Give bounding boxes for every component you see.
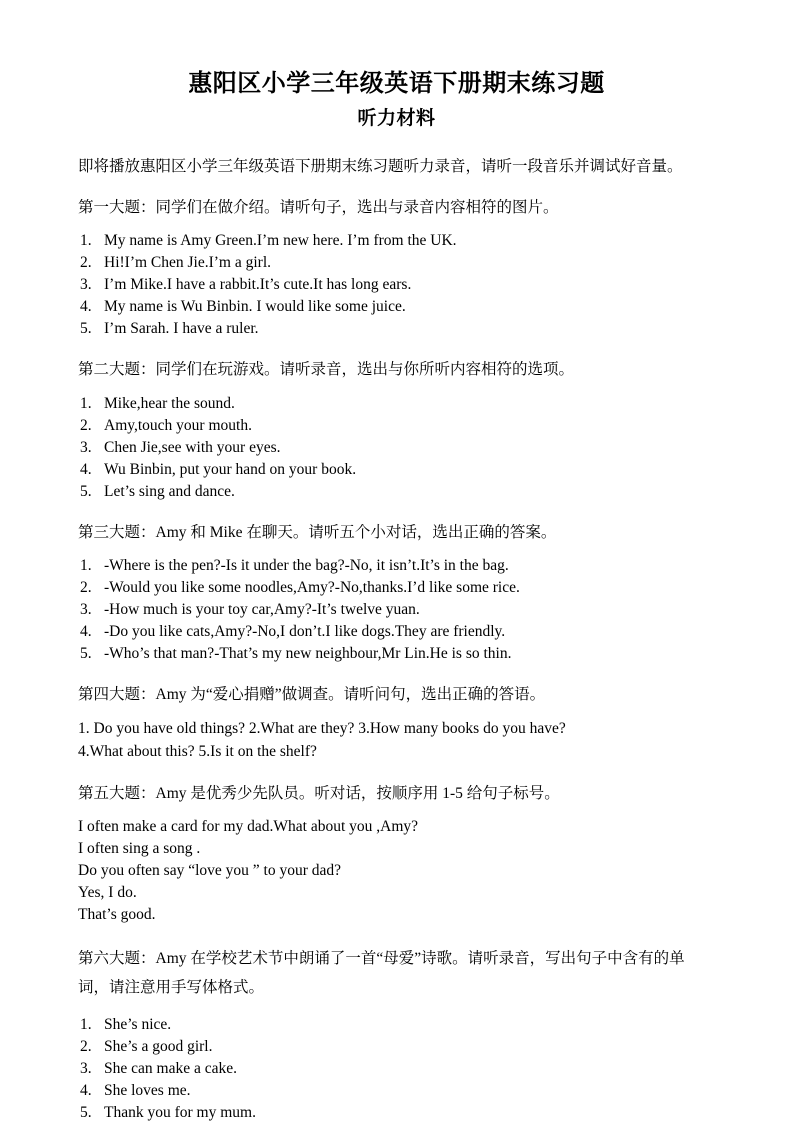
text-line: Do you often say “love you ” to your dad? xyxy=(78,861,342,879)
item-text: My name is Amy Green.I’m new here. I’m from the UK. xyxy=(104,232,457,250)
list-item xyxy=(78,274,715,296)
item-text: Wu Binbin, put your hand on your book. xyxy=(104,460,357,478)
item-text: Chen Jie,see with your eyes. xyxy=(104,438,281,456)
section-heading-6-line2: 词，请注意用手写体格式。 xyxy=(78,979,265,997)
item-number: 4. xyxy=(80,298,92,316)
item-number: 4. xyxy=(80,460,92,478)
item-text: She’s nice. xyxy=(104,1015,172,1033)
list-item xyxy=(78,555,715,577)
page-title: 惠阳区小学三年级英语下册期末练习题 xyxy=(188,70,605,97)
list-item xyxy=(78,230,715,252)
list-item xyxy=(78,1036,715,1058)
item-number: 2. xyxy=(80,578,92,596)
list-item xyxy=(78,1102,715,1124)
item-number: 1. xyxy=(80,232,92,250)
item-number: 5. xyxy=(80,1103,92,1121)
section-heading-3: 第三大题：Amy 和 Mike 在聊天。请听五个小对话，选出正确的答案。 xyxy=(78,523,557,541)
text-line: I often make a card for my dad.What about you ,Amy? xyxy=(78,817,419,835)
item-text: She loves me. xyxy=(104,1081,191,1099)
item-text: Amy,touch your mouth. xyxy=(104,416,252,434)
item-text: She’s a good girl. xyxy=(104,1037,213,1055)
item-number: 1. xyxy=(80,1015,92,1033)
item-number: 3. xyxy=(80,276,92,294)
item-text: -Who’s that man?-That’s my new neighbour,Mr Lin.He is so thin. xyxy=(104,644,512,662)
item-list-3 xyxy=(78,555,715,665)
item-list-2 xyxy=(78,393,715,503)
text-line: Yes, I do. xyxy=(78,883,137,901)
item-number: 1. xyxy=(80,394,92,412)
text-line: That’s good. xyxy=(78,905,156,923)
item-number: 2. xyxy=(80,254,92,272)
item-number: 4. xyxy=(80,1081,92,1099)
section-heading-1: 第一大题：同学们在做介绍。请听句子，选出与录音内容相符的图片。 xyxy=(78,199,559,217)
list-item xyxy=(78,296,715,318)
list-item xyxy=(78,481,715,503)
list-item xyxy=(78,393,715,415)
list-item xyxy=(78,577,715,599)
list-item xyxy=(78,1014,715,1036)
item-text: I’m Sarah. I have a ruler. xyxy=(104,320,259,338)
item-number: 3. xyxy=(80,600,92,618)
item-text: Thank you for my mum. xyxy=(104,1103,256,1121)
page-subtitle: 听力材料 xyxy=(357,108,436,130)
item-text: -Where is the pen?-Is it under the bag?-No, it isn’t.It’s in the bag. xyxy=(104,556,509,574)
item-number: 5. xyxy=(80,320,92,338)
question-4-body xyxy=(78,717,715,764)
item-text: Hi!I’m Chen Jie.I’m a girl. xyxy=(104,254,272,272)
item-number: 4. xyxy=(80,622,92,640)
item-list-1 xyxy=(78,230,715,340)
text-line: 4.What about this? 5.Is it on the shelf? xyxy=(78,743,317,761)
section-heading-6 xyxy=(78,944,715,1003)
item-text: -Do you like cats,Amy?-No,I don’t.I like dogs.They are friendly. xyxy=(104,622,506,640)
item-number: 3. xyxy=(80,438,92,456)
text-line: 1. Do you have old things? 2.What are they? 3.How many books do you have? xyxy=(78,720,566,738)
item-number: 3. xyxy=(80,1059,92,1077)
item-number: 5. xyxy=(80,482,92,500)
item-text: My name is Wu Binbin. I would like some juice. xyxy=(104,298,406,316)
item-text: Mike,hear the sound. xyxy=(104,394,235,412)
text-line: I often sing a song . xyxy=(78,839,201,857)
list-item xyxy=(78,318,715,340)
list-item xyxy=(78,459,715,481)
item-number: 5. xyxy=(80,644,92,662)
item-text: I’m Mike.I have a rabbit.It’s cute.It has long ears. xyxy=(104,276,412,294)
list-item xyxy=(78,252,715,274)
item-text: Let’s sing and dance. xyxy=(104,482,235,500)
list-item xyxy=(78,1080,715,1102)
question-5-body xyxy=(78,816,715,926)
list-item xyxy=(78,1058,715,1080)
item-text: -How much is your toy car,Amy?-It’s twelve yuan. xyxy=(104,600,420,618)
item-text: -Would you like some noodles,Amy?-No,thanks.I’d like some rice. xyxy=(104,578,520,596)
list-item xyxy=(78,415,715,437)
list-item xyxy=(78,621,715,643)
list-item xyxy=(78,437,715,459)
section-heading-4: 第四大题：Amy 为“爱心捐赠”做调查。请听问句，选出正确的答语。 xyxy=(78,685,546,703)
item-number: 2. xyxy=(80,416,92,434)
section-heading-2: 第二大题：同学们在玩游戏。请听录音，选出与你所听内容相符的选项。 xyxy=(78,361,575,379)
intro-paragraph: 即将播放惠阳区小学三年级英语下册期末练习题听力录音，请听一段音乐并调试好音量。 xyxy=(78,157,683,175)
item-number: 2. xyxy=(80,1037,92,1055)
item-list-6 xyxy=(78,1014,715,1124)
list-item xyxy=(78,599,715,621)
item-text: She can make a cake. xyxy=(104,1059,237,1077)
section-heading-5: 第五大题：Amy 是优秀少先队员。听对话，按顺序用 1-5 给句子标号。 xyxy=(78,784,560,802)
section-heading-6-line1: 第六大题：Amy 在学校艺术节中朗诵了一首“母爱”诗歌。请听录音，写出句子中含有的单 xyxy=(78,949,685,967)
item-number: 1. xyxy=(80,556,92,574)
list-item xyxy=(78,643,715,665)
